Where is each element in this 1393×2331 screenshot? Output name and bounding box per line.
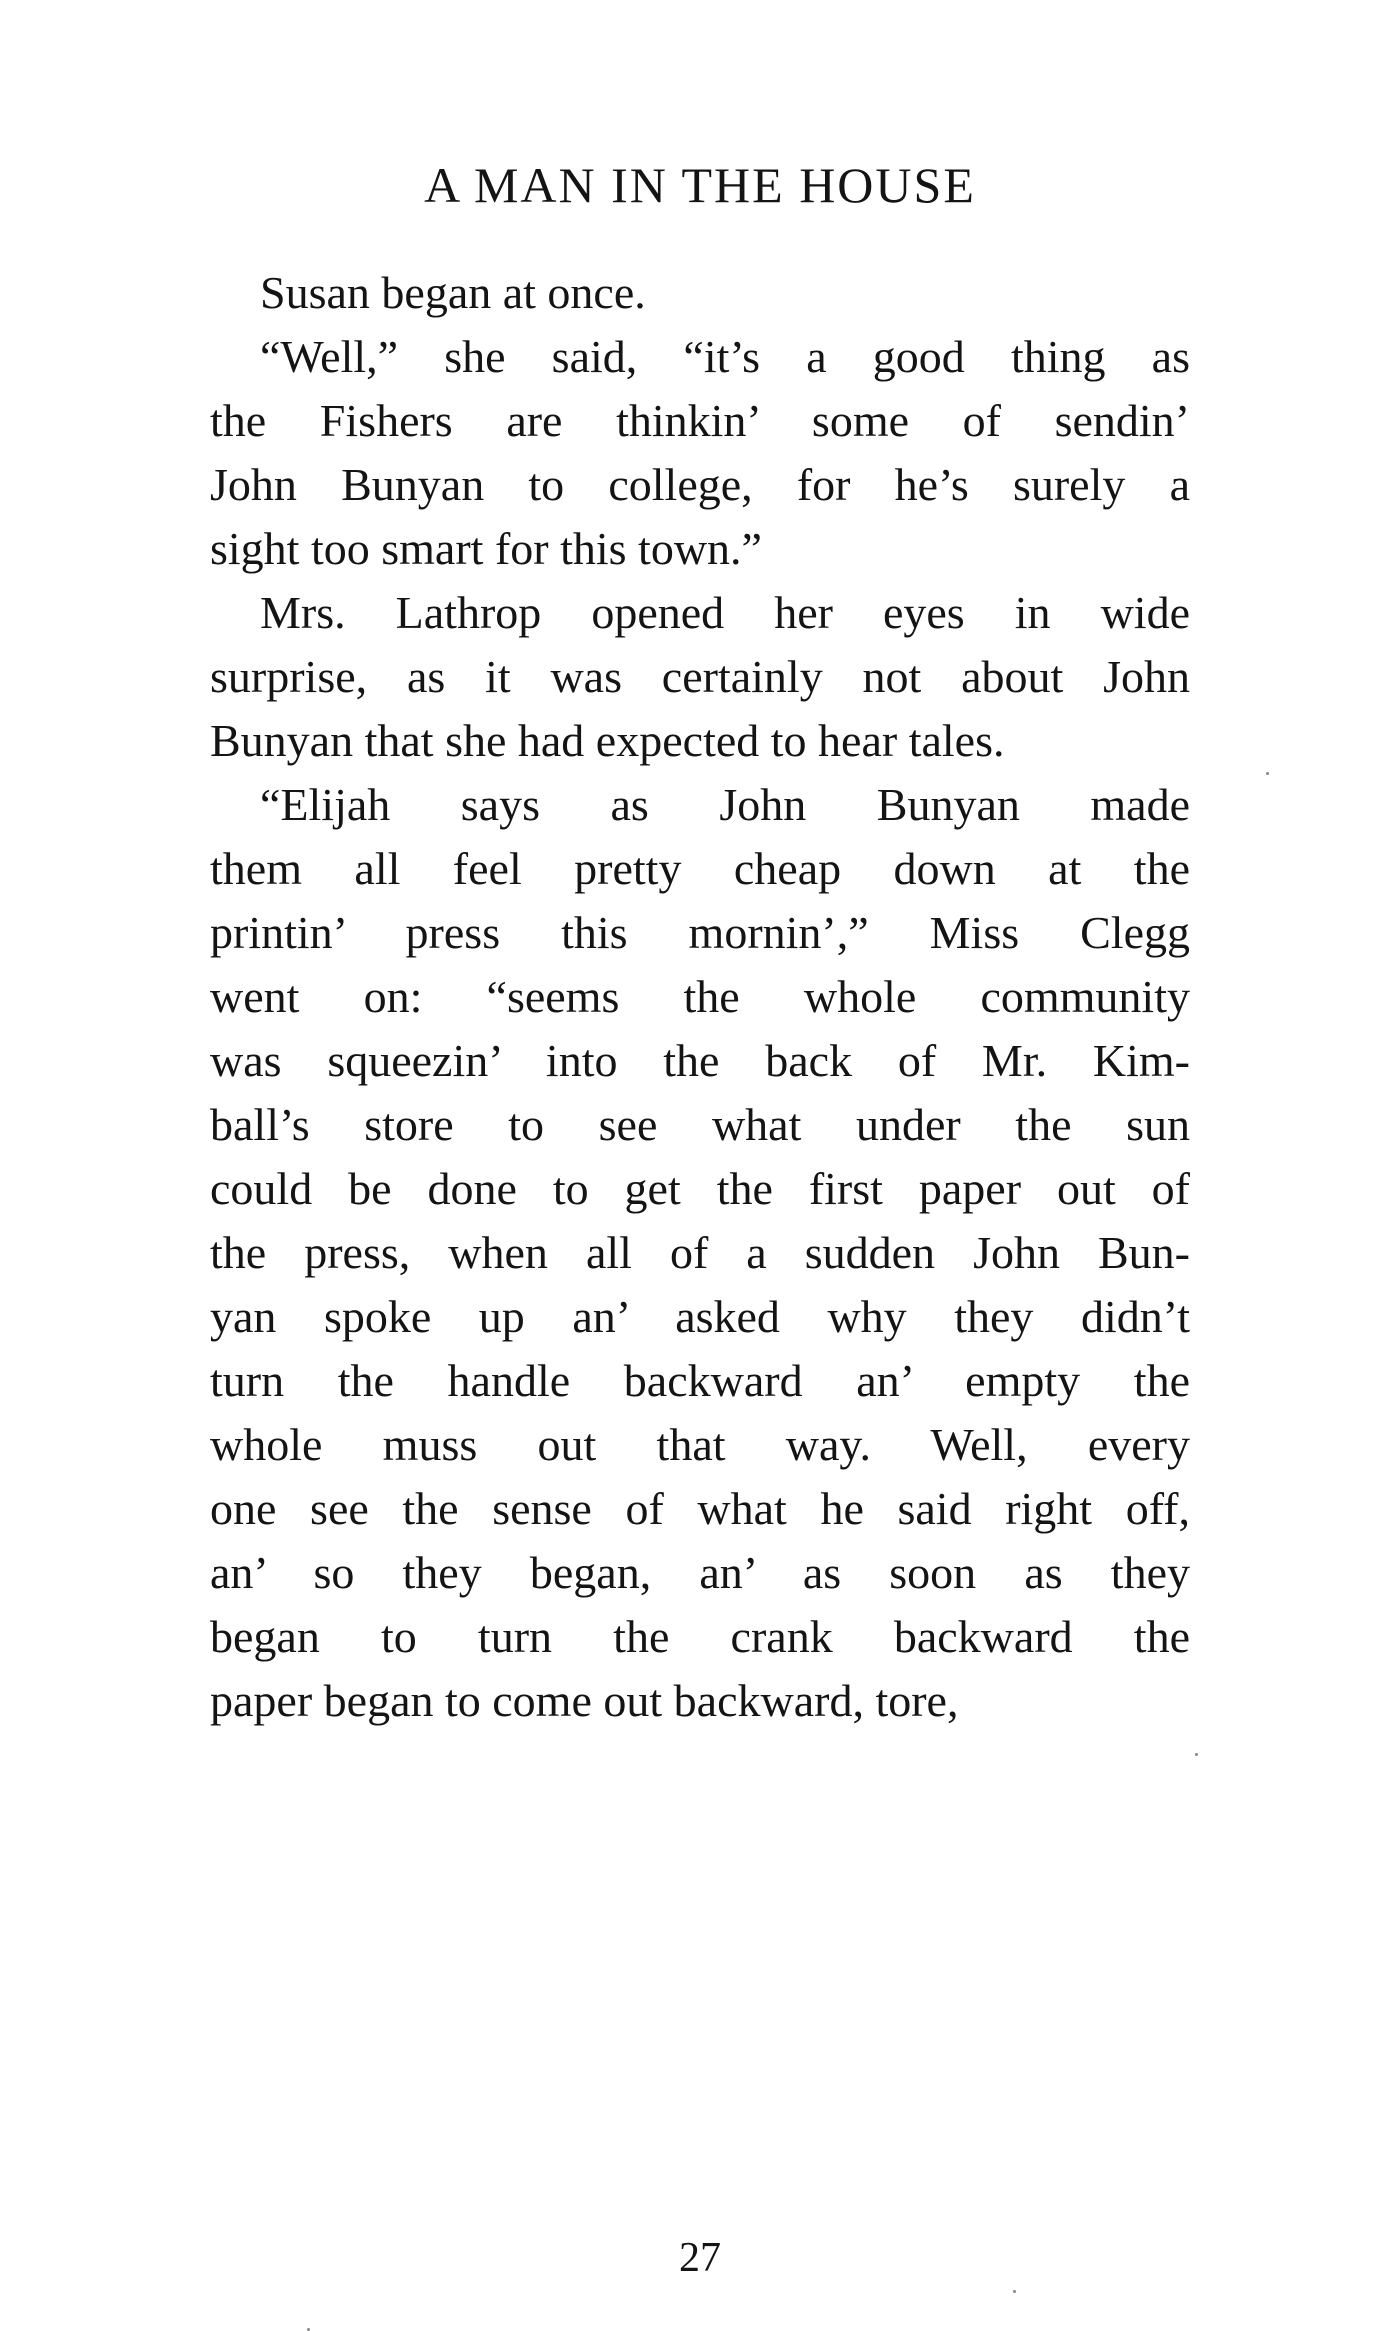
body-text (210, 261, 1190, 1733)
page-number: 27 (679, 2235, 721, 2281)
scan-speck (1266, 772, 1269, 775)
paragraph-1-line-1: Susan began at once. (260, 267, 646, 318)
paragraph-4-line-11: whole muss out that way. Well, every (210, 1419, 1190, 1470)
paragraph-4-line-5: was squeezin’ into the back of Mr. Kim- (210, 1035, 1190, 1086)
paragraph-4-line-15: paper began to come out backward, tore, (210, 1675, 959, 1726)
paragraph-3-line-1: Mrs. Lathrop opened her eyes in wide (260, 587, 1190, 638)
paragraph-4-line-4: went on: “seems the whole community (210, 971, 1190, 1022)
paragraph-2-line-1: “Well,” she said, “it’s a good thing as (260, 331, 1190, 382)
paragraph-4-line-3: printin’ press this mornin’,” Miss Clegg (210, 907, 1190, 958)
scan-speck (1013, 2290, 1016, 2293)
paragraph-4-line-13: an’ so they began, an’ as soon as they (210, 1547, 1190, 1598)
paragraph-2-line-2: the Fishers are thinkin’ some of sendin’ (210, 395, 1190, 446)
paragraph-3-line-3: Bunyan that she had expected to hear tales. (210, 715, 1005, 766)
paragraph-4-line-9: yan spoke up an’ asked why they didn’t (210, 1291, 1190, 1342)
scan-speck (1195, 1753, 1198, 1756)
paragraph-4-line-8: the press, when all of a sudden John Bun- (210, 1227, 1190, 1278)
paragraph-2-line-4: sight too smart for this town.” (210, 523, 762, 574)
paragraph-4-line-12: one see the sense of what he said right off, (210, 1483, 1190, 1534)
paragraph-4-line-10: turn the handle backward an’ empty the (210, 1355, 1190, 1406)
paragraph-4-line-1: “Elijah says as John Bunyan made (260, 779, 1190, 830)
paragraph-2-line-3: John Bunyan to college, for he’s surely a (210, 459, 1190, 510)
running-head: A MAN IN THE HOUSE (424, 157, 976, 213)
paragraph-4-line-14: began to turn the crank backward the (210, 1611, 1190, 1662)
paragraph-4-line-7: could be done to get the first paper out of (210, 1163, 1190, 1214)
paragraph-4-line-6: ball’s store to see what under the sun (210, 1099, 1190, 1150)
paragraph-3-line-2: surprise, as it was certainly not about John (210, 651, 1190, 702)
paragraph-4-line-2: them all feel pretty cheap down at the (210, 843, 1190, 894)
